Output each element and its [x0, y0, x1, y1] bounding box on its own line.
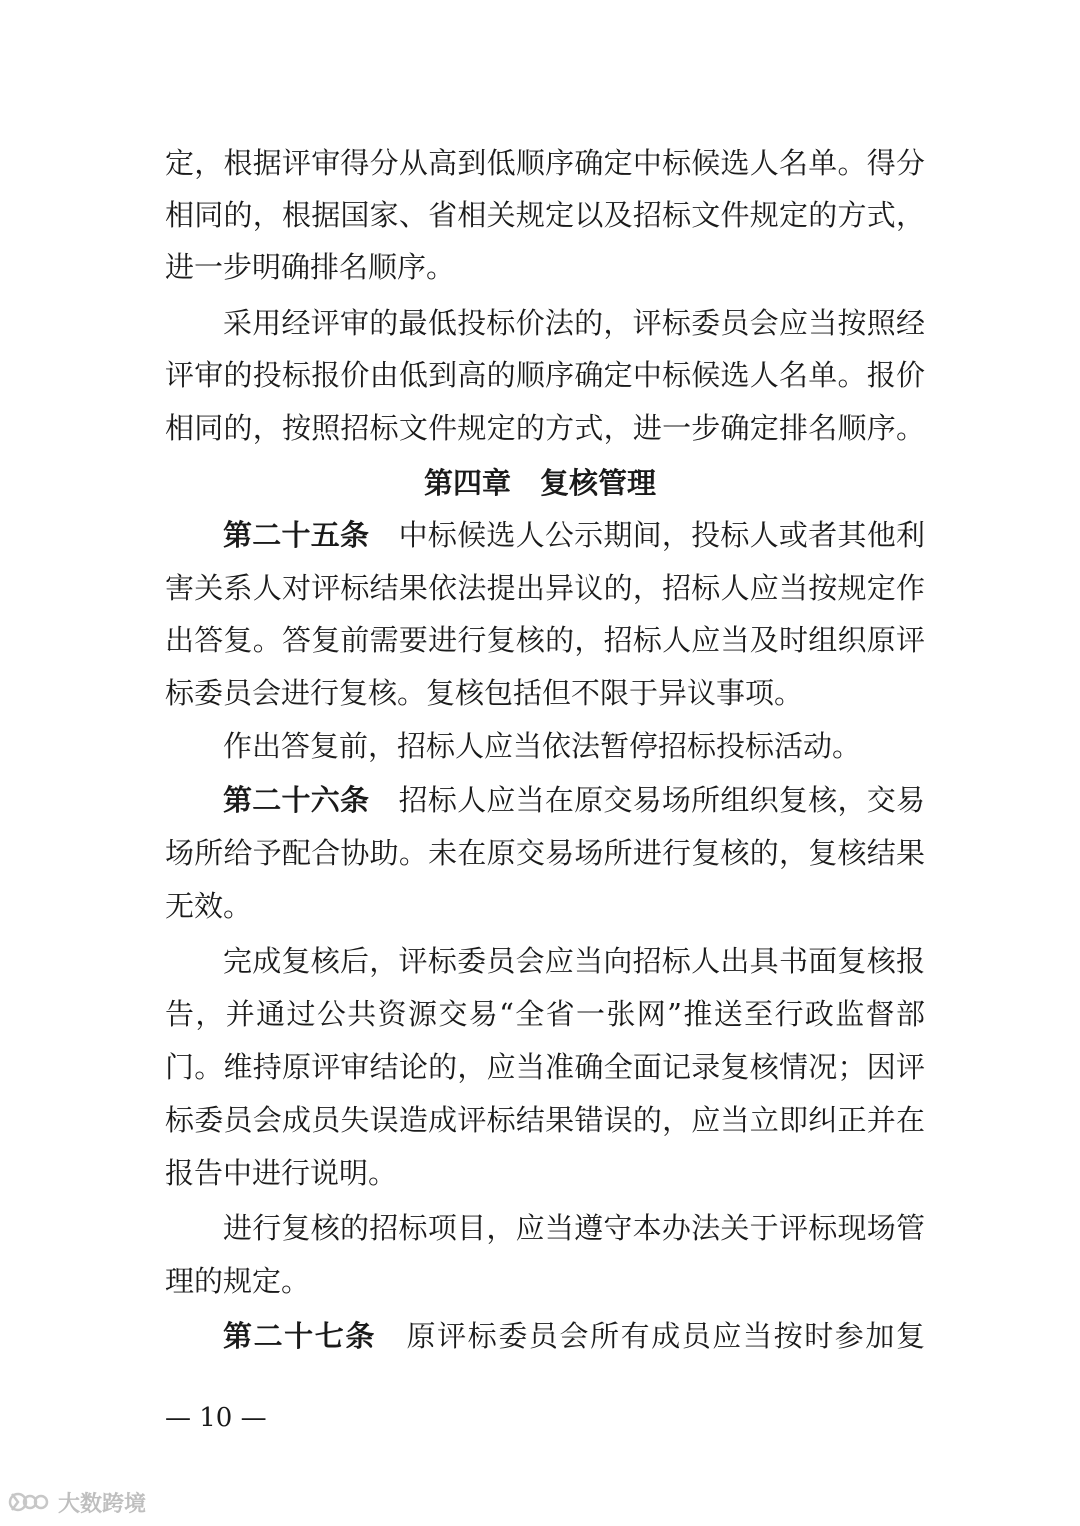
watermark-logo-icon	[8, 1490, 52, 1514]
watermark-text: 大数跨境	[58, 1491, 147, 1517]
paragraph-line: 采用经评审的最低投标价法的，评标委员会应当按照经	[223, 306, 925, 340]
paragraph-line: 相同的，按照招标文件规定的方式，进一步确定排名顺序。	[165, 411, 925, 445]
page-number: — 10 —	[165, 1403, 267, 1433]
article-26-number: 第二十六条	[223, 783, 370, 817]
paragraph-line: 定，根据评审得分从高到低顺序确定中标候选人名单。得分	[165, 146, 925, 180]
paragraph-line: 相同的，根据国家、省相关规定以及招标文件规定的方式，	[165, 198, 925, 232]
article-26-first-line	[223, 780, 925, 820]
paragraph-line: 报告中进行说明。	[165, 1156, 398, 1190]
article-26-text: 招标人应当在原交易场所组织复核，交易	[398, 783, 925, 817]
article-25-number: 第二十五条	[223, 518, 370, 552]
paragraph-line: 评审的投标报价由低到高的顺序确定中标候选人名单。报价	[165, 358, 925, 392]
paragraph-line: 作出答复前，招标人应当依法暂停招标投标活动。	[223, 729, 862, 763]
article-27-text: 原评标委员会所有成员应当按时参加复	[406, 1319, 925, 1353]
paragraph-line: 告，并通过公共资源交易“全省一张网”推送至行政监督部	[165, 997, 925, 1031]
paragraph-line: 进一步明确排名顺序。	[165, 250, 456, 284]
article-25-first-line	[223, 515, 925, 555]
watermark	[8, 1487, 146, 1517]
chapter-heading: 第四章 复核管理	[423, 466, 656, 500]
paragraph-line: 进行复核的招标项目，应当遵守本办法关于评标现场管	[223, 1211, 925, 1245]
paragraph-line: 害关系人对评标结果依法提出异议的，招标人应当按规定作	[165, 571, 925, 605]
paragraph-line: 标委员会进行复核。复核包括但不限于异议事项。	[165, 676, 804, 710]
paragraph-line: 场所给予配合协助。未在原交易场所进行复核的，复核结果	[165, 836, 925, 870]
paragraph-line: 标委员会成员失误造成评标结果错误的，应当立即纠正并在	[165, 1103, 925, 1137]
paragraph-line: 完成复核后，评标委员会应当向招标人出具书面复核报	[223, 944, 925, 978]
paragraph-line: 门。维持原评审结论的，应当准确全面记录复核情况；因评	[165, 1050, 925, 1084]
paragraph-line: 无效。	[165, 889, 253, 923]
paragraph-line: 理的规定。	[165, 1264, 311, 1298]
article-25-text: 中标候选人公示期间，投标人或者其他利	[398, 518, 925, 552]
article-27-number: 第二十七条	[223, 1319, 376, 1353]
article-27-first-line	[223, 1316, 925, 1356]
paragraph-line: 出答复。答复前需要进行复核的，招标人应当及时组织原评	[165, 623, 925, 657]
